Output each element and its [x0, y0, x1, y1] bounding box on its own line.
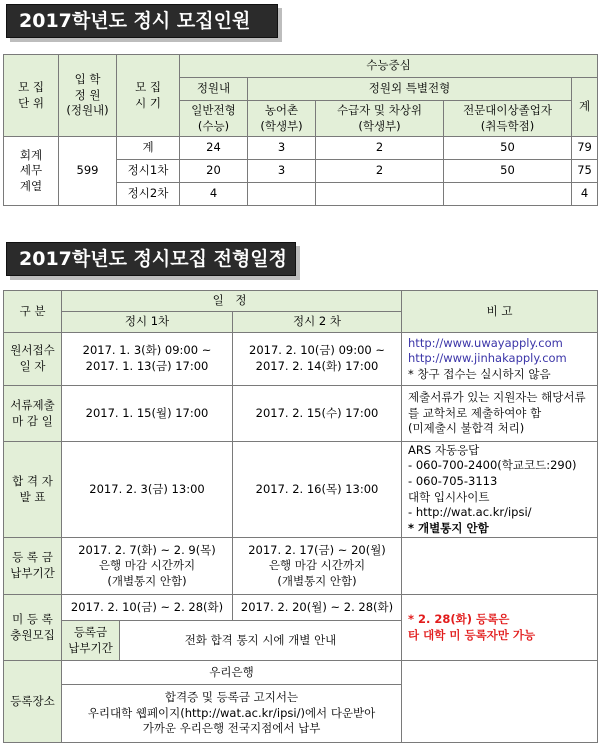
jinhakapply-link[interactable]: http://www.jinhakapply.com [408, 351, 567, 366]
table-row [4, 333, 598, 386]
results-r1: 2017. 2. 3(금) 13:00 [62, 442, 233, 538]
table-row [4, 538, 598, 595]
vocational-cell: 50 [444, 137, 572, 160]
table-row [4, 137, 598, 160]
vocational-cell: 50 [444, 160, 572, 183]
place-label: 등록장소 [4, 661, 62, 743]
payment-r2: 2017. 2. 17(금) ~ 20(월) 은행 마감 시간까지 (개별통지 안함) [233, 538, 402, 595]
results-r2: 2017. 2. 16(목) 13:00 [233, 442, 402, 538]
unregistered-r2: 2017. 2. 20(월) ~ 2. 28(화) [233, 595, 402, 621]
documents-label: 서류제출 마 감 일 [4, 386, 62, 442]
place-bank: 우리은행 [62, 661, 402, 685]
period-cell: 계 [117, 137, 180, 160]
farm-cell: 3 [248, 137, 316, 160]
admission-header: 입 학 정 원 (정원내) [59, 55, 117, 137]
total-cell: 75 [572, 160, 598, 183]
outside-header: 정원외 특별전형 [248, 78, 572, 101]
application-label: 원서접수 일 자 [4, 333, 62, 386]
unit-name: 회계 세무 계열 [4, 137, 59, 206]
section2-title: 2017학년도 정시모집 전형일정 [19, 248, 288, 270]
general-header: 일반전형 (수능) [180, 101, 248, 137]
vocational-header: 전문대이상졸업자 (취득학점) [444, 101, 572, 137]
general-cell: 4 [180, 183, 248, 206]
quota-table [3, 54, 598, 206]
round2-header: 정시 2 차 [233, 312, 402, 333]
table-row [4, 386, 598, 442]
results-label: 합 격 자 발 표 [4, 442, 62, 538]
section1-title: 2017학년도 정시 모집인원 [19, 10, 251, 32]
documents-remarks: 제출서류가 있는 지원자는 해당서류 를 교학처로 제출하여야 함 (미제출시 불합격 처리) [402, 386, 598, 442]
unregistered-sub-label: 등록금 납부기간 [62, 621, 120, 661]
schedule-table [3, 290, 598, 743]
unregistered-sub-text: 전화 합격 통지 시에 개별 안내 [120, 621, 402, 661]
total-cell: 79 [572, 137, 598, 160]
payment-label: 등 록 금 납부기간 [4, 538, 62, 595]
farm-cell: 3 [248, 160, 316, 183]
period-cell: 정시1차 [117, 160, 180, 183]
application-remarks: http://www.uwayapply.com http://www.jinhakapply.com * 창구 접수는 실시하지 않음 [402, 333, 598, 386]
farm-header: 농어촌 (학생부) [248, 101, 316, 137]
application-r2: 2017. 2. 10(금) 09:00 ~ 2017. 2. 14(화) 17:00 [233, 333, 402, 386]
unregistered-remarks: * 2. 28(화) 등록은 타 대학 미 등록자만 가능 [402, 595, 598, 661]
table-row [4, 595, 598, 621]
general-cell: 24 [180, 137, 248, 160]
farm-cell [248, 183, 316, 206]
payment-r1: 2017. 2. 7(화) ~ 2. 9(목) 은행 마감 시간까지 (개별통지 안함) [62, 538, 233, 595]
remarks-header: 비 고 [402, 291, 598, 333]
vocational-cell [444, 183, 572, 206]
period-cell: 정시2차 [117, 183, 180, 206]
period-header: 모 집 시 기 [117, 55, 180, 137]
welfare-cell: 2 [316, 137, 444, 160]
unit-header: 모 집 단 위 [4, 55, 59, 137]
welfare-cell: 2 [316, 160, 444, 183]
place-remarks [402, 661, 598, 743]
schedule-header: 일 정 [62, 291, 402, 312]
application-r1: 2017. 1. 3(화) 09:00 ~ 2017. 1. 13(금) 17:00 [62, 333, 233, 386]
table-row [4, 442, 598, 538]
payment-remarks [402, 538, 598, 595]
welfare-header: 수급자 및 차상위 (학생부) [316, 101, 444, 137]
results-remarks: ARS 자동응답 - 060-700-2400(학교코드:290) - 060-705-3113 대학 입시사이트 - http://wat.ac.kr/ipsi/ * 개별통지 안함 [402, 442, 598, 538]
documents-r2: 2017. 2. 15(수) 17:00 [233, 386, 402, 442]
inside-header: 정원내 [180, 78, 248, 101]
general-cell: 20 [180, 160, 248, 183]
unregistered-r1: 2017. 2. 10(금) ~ 2. 28(화) [62, 595, 233, 621]
quota-value: 599 [59, 137, 117, 206]
unregistered-label: 미 등 록 충원모집 [4, 595, 62, 661]
place-text: 합격증 및 등록금 고지서는 우리대학 웹페이지(http://wat.ac.kr/ipsi/)에서 다운받아 가까운 우리은행 전국지점에서 납부 [62, 685, 402, 743]
total-cell: 4 [572, 183, 598, 206]
uwayapply-link[interactable]: http://www.uwayapply.com [408, 335, 563, 350]
total-header: 계 [572, 78, 598, 137]
table-row [4, 661, 598, 685]
welfare-cell [316, 183, 444, 206]
round1-header: 정시 1차 [62, 312, 233, 333]
suneung-header: 수능중심 [180, 55, 598, 78]
documents-r1: 2017. 1. 15(월) 17:00 [62, 386, 233, 442]
category-header: 구 분 [4, 291, 62, 333]
